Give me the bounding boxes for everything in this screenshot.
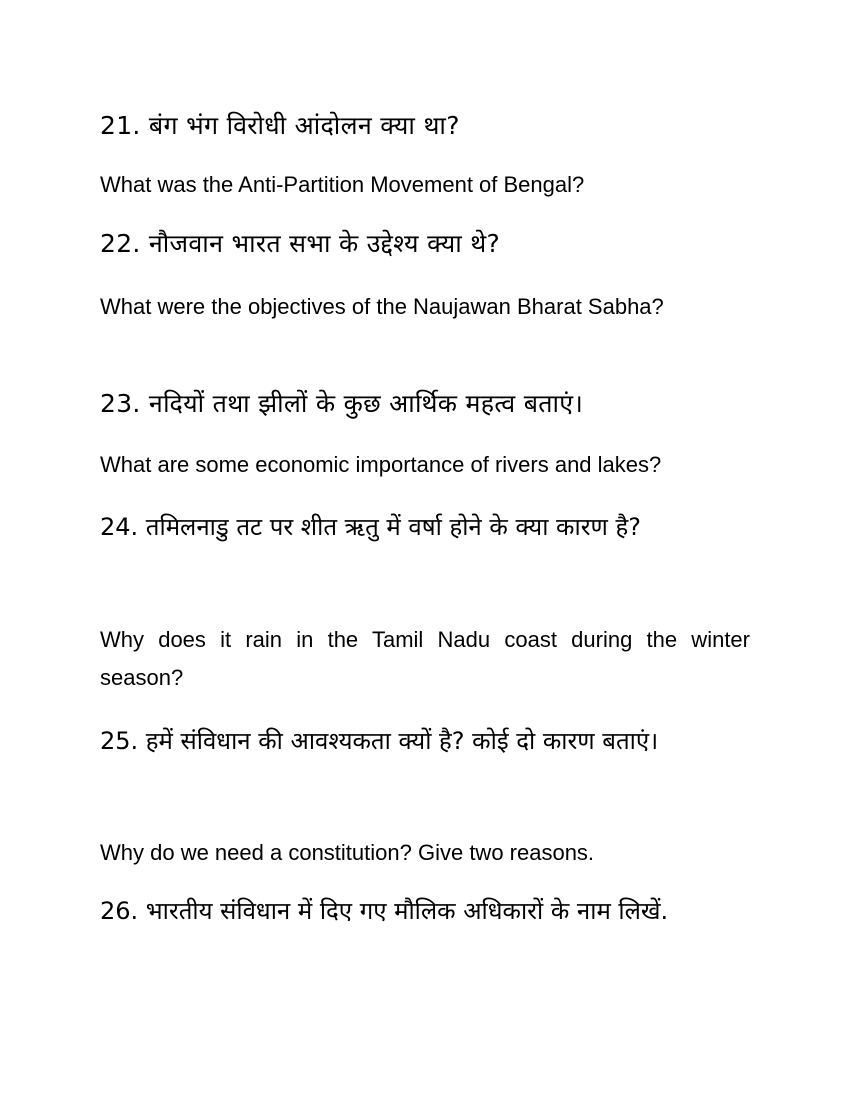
question-21-english: What was the Anti-Partition Movement of Bengal? <box>100 172 585 197</box>
question-26-hindi: 26. भारतीय संविधान में दिए गए मौलिक अधिकारों के नाम लिखें. <box>100 897 669 925</box>
question-21-hindi: 21. बंग भंग विरोधी आंदोलन क्या था? <box>100 111 460 140</box>
question-24-hindi: 24. तमिलनाडु तट पर शीत ऋतु में वर्षा होने के क्या कारण है? <box>100 513 641 541</box>
question-23-english: What are some economic importance of rivers and lakes? <box>100 452 662 477</box>
question-25-english: Why do we need a constitution? Give two reasons. <box>100 840 595 865</box>
question-22-english: What were the objectives of the Naujawan Bharat Sabha? <box>100 294 664 319</box>
question-23-hindi: 23. नदियों तथा झीलों के कुछ आर्थिक महत्व बताएं। <box>100 389 584 418</box>
question-22-hindi: 22. नौजवान भारत सभा के उद्देश्य क्या थे? <box>100 229 501 258</box>
question-24-english: Why does it rain in the Tamil Nadu coast during the winter season? <box>100 627 750 690</box>
question-25-hindi: 25. हमें संविधान की आवश्यकता क्यों है? कोई दो कारण बताएं। <box>100 727 659 755</box>
document-page <box>100 0 750 1100</box>
